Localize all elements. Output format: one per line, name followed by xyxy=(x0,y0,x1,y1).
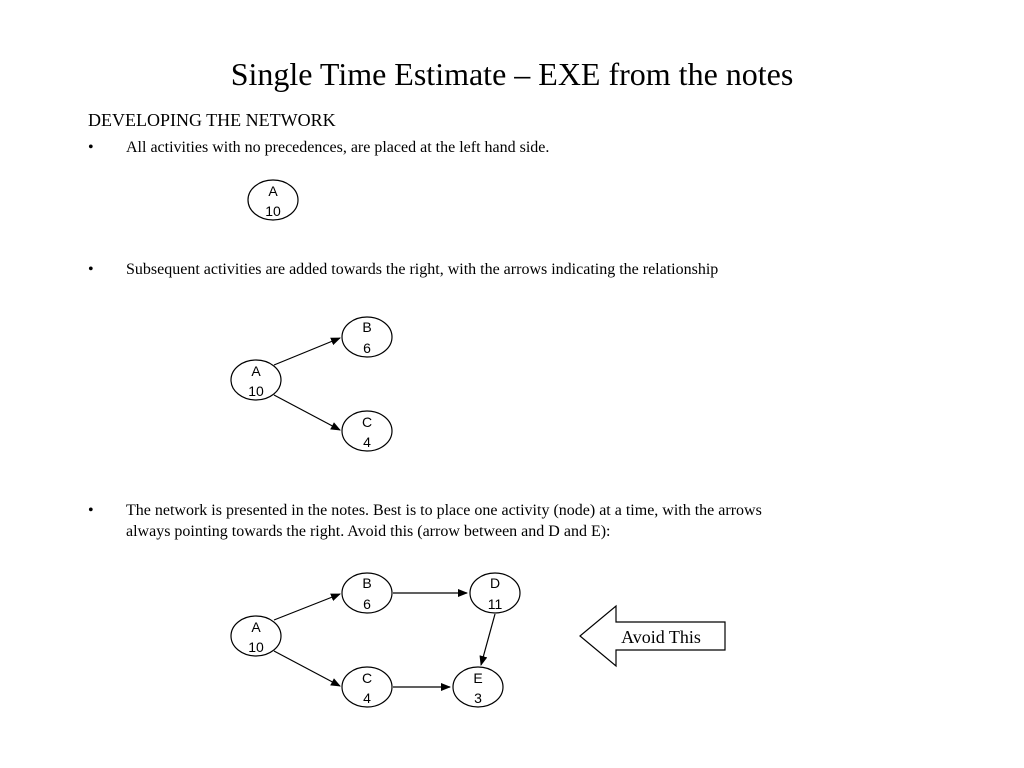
node-a xyxy=(231,616,281,656)
node-d-name: D xyxy=(489,575,501,591)
node-c-name: C xyxy=(361,414,373,430)
node-a xyxy=(231,360,281,400)
node-a-duration: 10 xyxy=(248,383,264,399)
node-c xyxy=(342,667,392,707)
diagram-3 xyxy=(231,573,725,707)
node-c-name: C xyxy=(361,670,373,686)
bullet-text: Subsequent activities are added towards the right, with the arrows indicating the relationship xyxy=(126,261,719,278)
node-a-duration: 10 xyxy=(248,639,264,655)
node-b-name: B xyxy=(362,319,372,335)
avoid-this-label: Avoid This xyxy=(621,627,701,647)
node-a-duration: 10 xyxy=(265,203,281,219)
edge-a-c xyxy=(274,395,340,430)
edge-a-b xyxy=(274,594,340,620)
node-e-duration: 3 xyxy=(474,690,482,706)
node-c xyxy=(342,411,392,451)
node-b xyxy=(342,317,392,357)
bullet-marker: • xyxy=(88,261,94,278)
node-c-duration: 4 xyxy=(363,434,371,450)
node-e xyxy=(453,667,503,707)
node-a-name: A xyxy=(251,619,261,635)
diagram-2 xyxy=(231,317,392,451)
node-e-name: E xyxy=(473,670,483,686)
node-b-duration: 6 xyxy=(363,340,371,356)
node-a-name: A xyxy=(268,183,278,199)
bullet-text: The network is presented in the notes. Best is to place one activity (node) at a time, with the arrows always pointing towards the right. Avoid this (arrow between and D and E): xyxy=(126,502,762,540)
node-a xyxy=(248,180,298,220)
node-b xyxy=(342,573,392,613)
bullet-marker: • xyxy=(88,502,94,519)
diagram-1 xyxy=(248,180,298,220)
avoid-this-callout xyxy=(580,606,725,666)
node-a-name: A xyxy=(251,363,261,379)
bullet-marker: • xyxy=(88,139,94,156)
node-b-name: B xyxy=(362,575,372,591)
bullet-text: All activities with no precedences, are placed at the left hand side. xyxy=(126,139,550,156)
node-c-duration: 4 xyxy=(363,690,371,706)
edge-a-b xyxy=(274,338,340,365)
edge-d-e xyxy=(481,614,495,665)
slide-title: Single Time Estimate – EXE from the notes xyxy=(230,56,794,92)
node-d-duration: 11 xyxy=(487,596,503,612)
node-b-duration: 6 xyxy=(363,596,371,612)
node-d xyxy=(470,573,520,613)
section-heading: DEVELOPING THE NETWORK xyxy=(88,110,336,130)
edge-a-c xyxy=(274,651,340,686)
